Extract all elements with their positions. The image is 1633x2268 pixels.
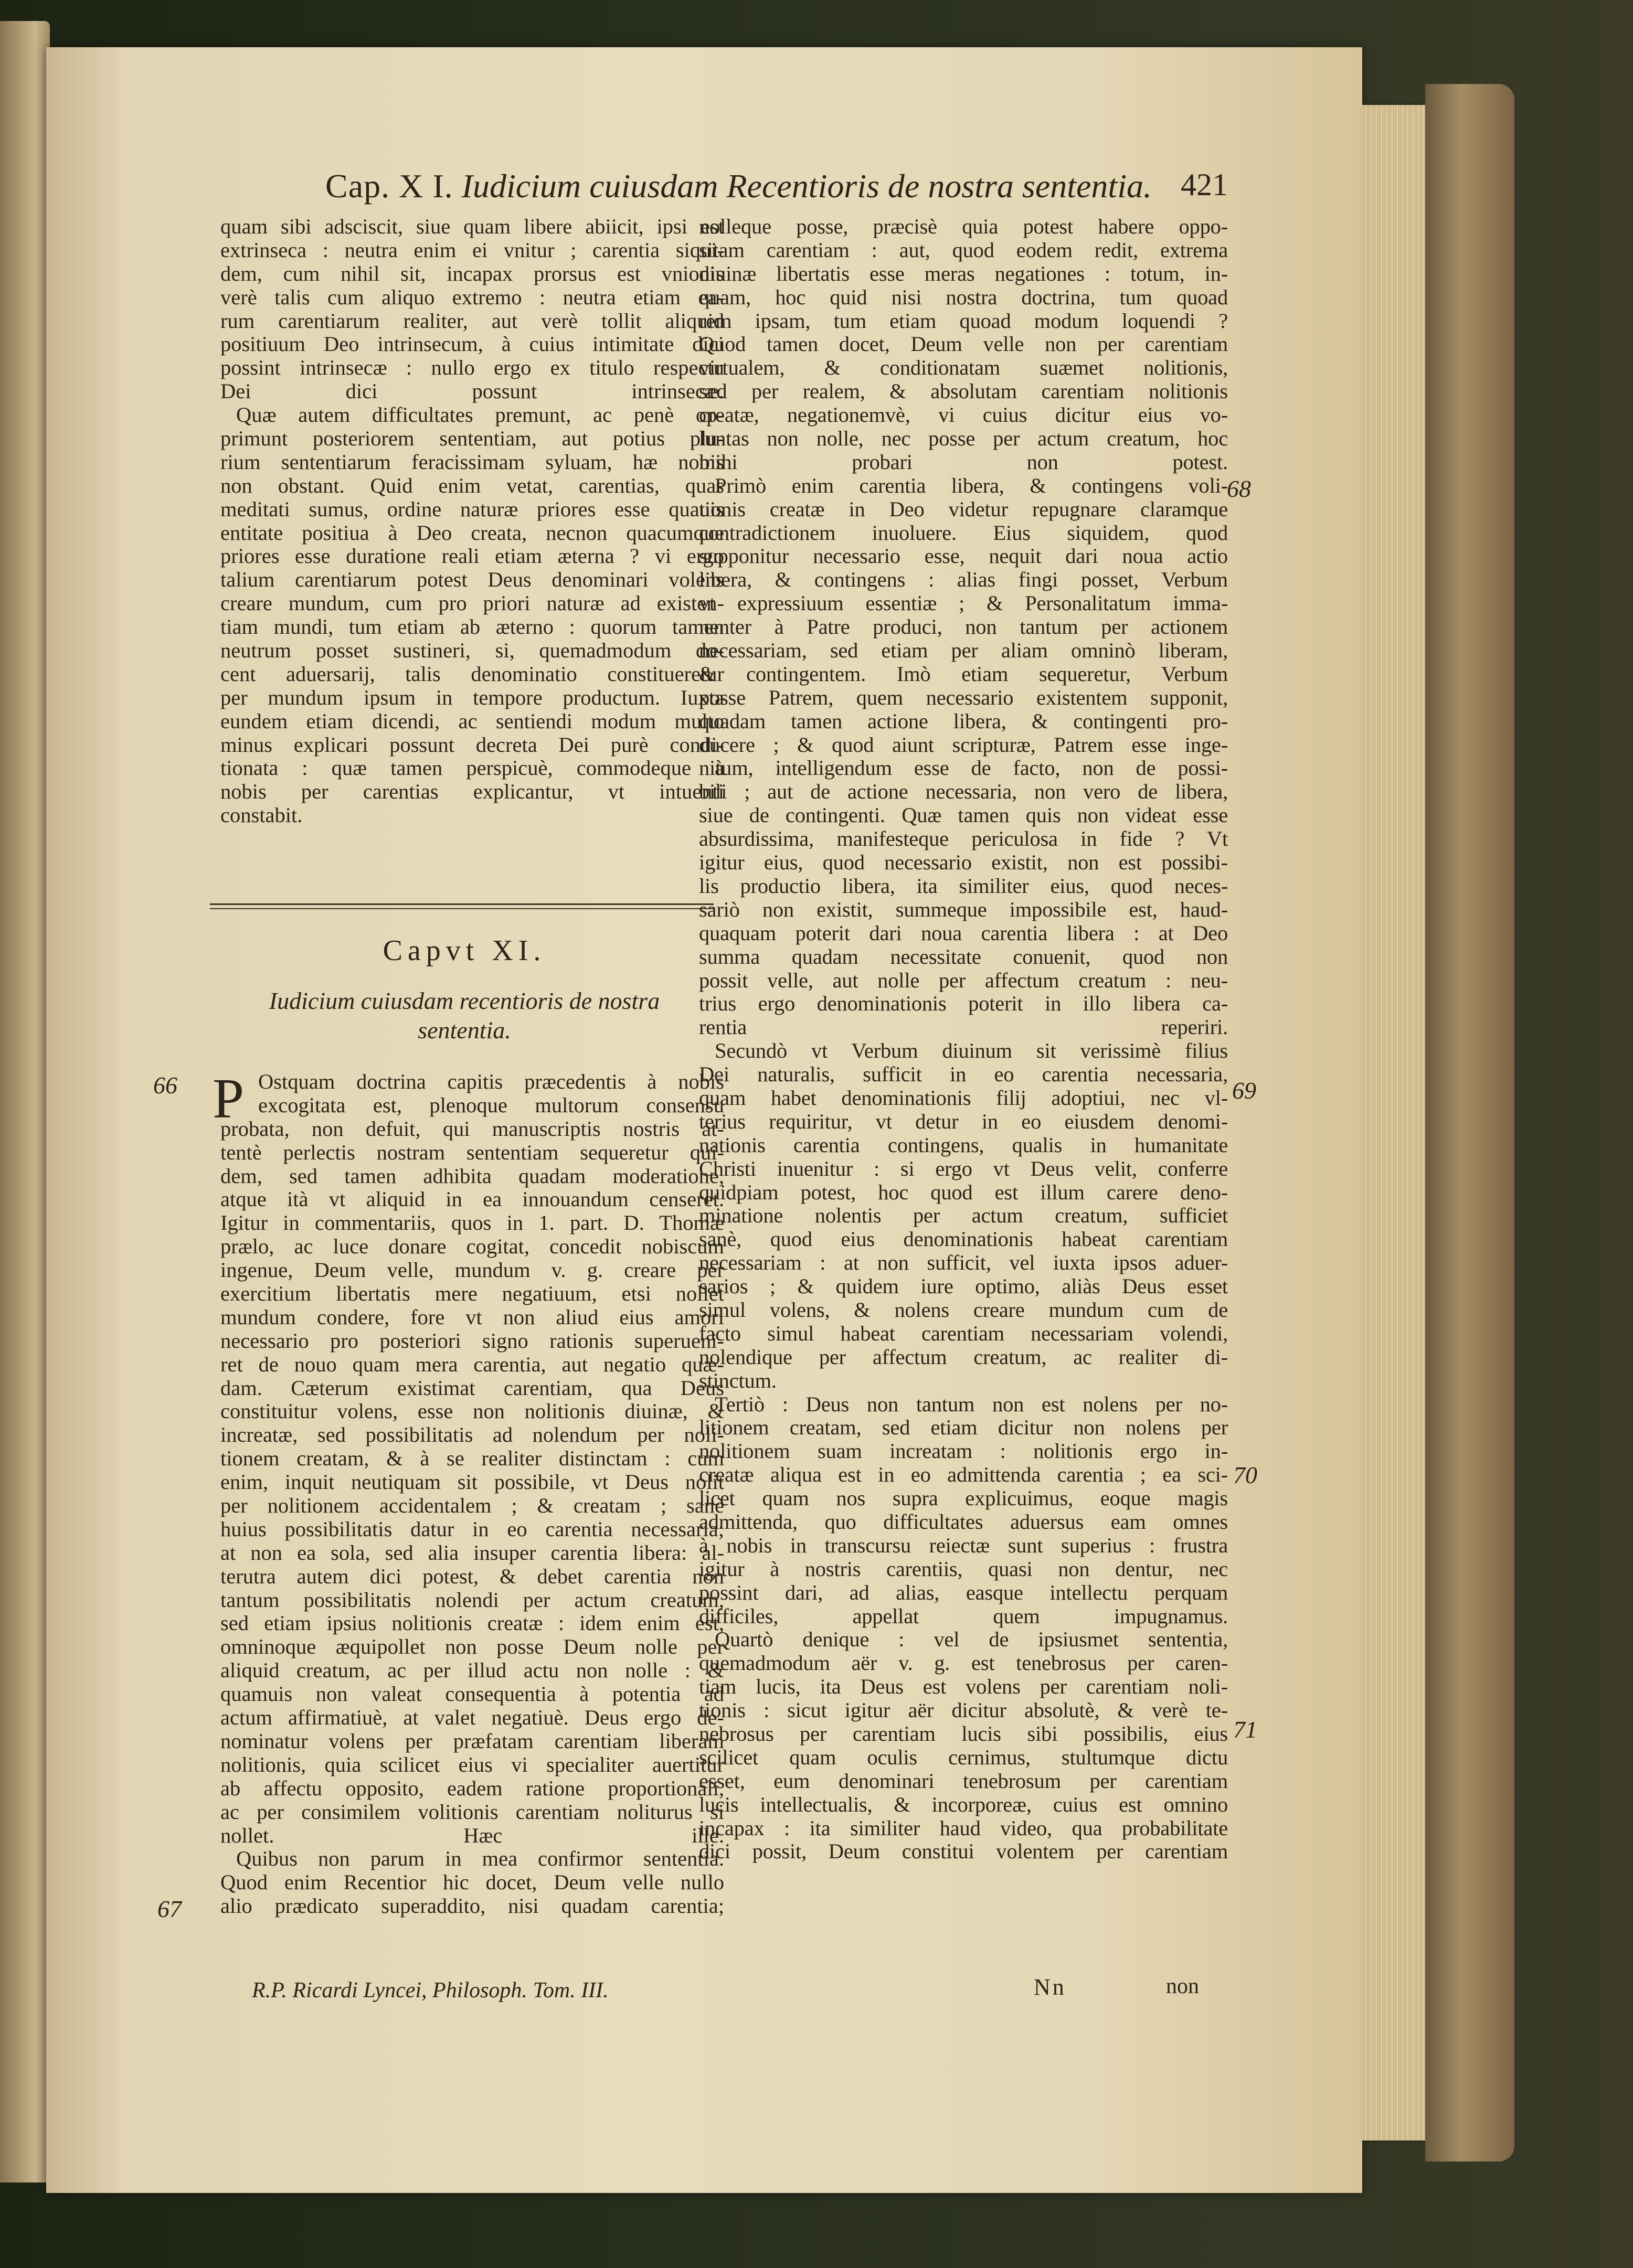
text-line: rum carentiarum realiter, aut verè tollit aliquid — [220, 309, 724, 333]
text-line: à nobis in transcursu reiectæ sunt superius : frustra — [699, 1534, 1228, 1557]
text-line: talium carentiarum potest Deus denominari volens — [220, 568, 724, 592]
signature-line: R.P. Ricardi Lyncei, Philosoph. Tom. III. — [252, 1978, 609, 2003]
text-line: quadam tamen actione libera, & contingenti pro- — [699, 709, 1228, 733]
text-line: quidpiam potest, hoc quod est illum carere deno- — [699, 1180, 1228, 1204]
text-line: Christi inuenitur : si ergo vt Deus velit, conferre — [699, 1157, 1228, 1180]
text-line: actum affirmatiuè, at valet negatiuè. Deus ergo de- — [220, 1706, 724, 1730]
text-line: Quæ autem difficultates premunt, ac penè op- — [236, 403, 724, 427]
text-line: esset, eum denominari tenebrosum per carentiam — [699, 1769, 1228, 1793]
text-line: rem ipsam, tum etiam quoad modum loquendi ? — [699, 309, 1228, 333]
text-line: nolitionem suam increatam : nolitionis ergo in- — [699, 1440, 1228, 1463]
text-line: posse Patrem, quem necessario existentem supponit, — [699, 686, 1228, 709]
header-title: Iudicium cuiusdam Recentioris de nostra sententia. — [461, 167, 1152, 205]
facing-page-edge — [0, 21, 50, 2182]
text-line: tiam lucis, ita Deus est volens per carentiam noli- — [699, 1675, 1228, 1699]
chapter-subtitle — [220, 986, 708, 1045]
text-line: Dei naturalis, sufficit in eo carentia necessaria, — [699, 1063, 1228, 1087]
text-line: luntas non nolle, nec posse per actum creatum, hoc — [699, 427, 1228, 451]
text-line: vt expressiuum essentiæ ; & Personalitatum imma- — [699, 592, 1228, 615]
text-line: per mundum ipsum in tempore productum. Iuxta — [220, 686, 724, 709]
text-line: sariò non existit, summeque impossibile est, haud- — [699, 898, 1228, 921]
text-line: Secundò vt Verbum diuinum sit verissimè filius — [715, 1039, 1228, 1063]
text-line: rentia reperiri. — [699, 1016, 1228, 1039]
text-line: verè talis cum aliquo extremo : neutra etiam ea- — [220, 285, 724, 309]
text-line: scilicet quam oculis cernimus, stultumque dictu — [699, 1745, 1228, 1769]
text-line: primunt posteriorem sententiam, aut potius plu- — [220, 427, 724, 451]
margin-number-71: 71 — [1233, 1716, 1257, 1743]
text-line: minus explicari possunt decreta Dei purè condi- — [220, 733, 724, 757]
text-line: siue de contingenti. Quæ tamen quis non videat esse — [699, 804, 1228, 827]
text-line: virtualem, & conditionatam suæmet nolitionis, — [699, 356, 1228, 380]
text-line: litionem creatam, sed etiam dicitur non nolens per — [699, 1416, 1228, 1440]
text-line: simul volens, & nolens creare mundum cum de — [699, 1298, 1228, 1322]
text-line: lis productio libera, ita similiter eius, quod neces- — [699, 874, 1228, 898]
header-chapter: Cap. X I. — [325, 167, 453, 205]
text-line: rium sententiarum feracissimam syluam, hæ nobis — [220, 450, 724, 474]
text-line: nolleque posse, præcisè quia potest habere oppo- — [699, 215, 1228, 238]
chapter-subtitle-line-2: sententia. — [418, 1017, 511, 1044]
text-line: probata, non defuit, qui manuscriptis nostris at- — [220, 1117, 724, 1141]
text-line: Quod tamen docet, Deum velle non per carentiam — [699, 333, 1228, 356]
text-line: nollet. Hæc ille. — [220, 1824, 724, 1847]
text-line: per nolitionem accidentalem ; & creatam ; sanè — [220, 1494, 724, 1518]
chapter-subtitle-line-1: Iudicium cuiusdam recentioris de nostra — [269, 987, 660, 1014]
text-line: cent aduersarij, talis denominatio constitueretur — [220, 662, 724, 686]
text-line: tentè perlectis nostram sententiam sequeretur qui- — [220, 1141, 724, 1164]
text-line: libera, & contingens : alias fingi posset, Verbum — [699, 568, 1228, 592]
text-line: enim, inquit neutiquam sit possibile, vt Deus nolit — [220, 1471, 724, 1494]
text-line: quamuis non valeat consequentia à potentia ad — [220, 1683, 724, 1706]
text-line: terutra autem dici potest, & debet carentia non — [220, 1564, 724, 1588]
text-line: tionata : quæ tamen perspicuè, commodeque à — [220, 757, 724, 780]
text-line: Igitur in commentariis, quos in 1. part. D. Thomæ — [220, 1211, 724, 1235]
margin-number-70: 70 — [1233, 1462, 1257, 1488]
text-line: sed per realem, & absolutam carentiam nolitionis — [699, 380, 1228, 403]
left-column-top — [220, 215, 724, 827]
margin-number-66: 66 — [153, 1072, 177, 1099]
text-line: quemadmodum aër v. g. est tenebrosus per caren- — [699, 1652, 1228, 1675]
text-line: omninoque æquipollet non posse Deum nolle per — [220, 1635, 724, 1659]
text-line: neutrum posset sustineri, si, quemadmodum do- — [220, 639, 724, 663]
text-line: ab affectu opposito, eadem ratione proportionali, — [220, 1776, 724, 1800]
text-line: mihi probari non potest. — [699, 450, 1228, 474]
text-line: mundum condere, fore vt non aliud eius amori — [220, 1305, 724, 1329]
text-line: necessario pro posteriori signo rationis superueni- — [220, 1329, 724, 1353]
text-line: trius ergo denominationis poterit in illo libera ca- — [699, 992, 1228, 1016]
text-line: absurdissima, manifesteque periculosa in fide ? Vt — [699, 827, 1228, 851]
text-line: nitum, intelligendum esse de facto, non de possi- — [699, 757, 1228, 780]
text-line: necessariam, sed etiam per aliam omninò liberam, — [699, 639, 1228, 663]
text-line: Dei dici possunt intrinsecæ. — [220, 380, 724, 403]
text-line: prælo, ac luce donare cogitat, concedit nobiscum — [220, 1235, 724, 1259]
text-line: ac per consimilem volitionis carentiam noliturus si — [220, 1800, 724, 1824]
page-edges — [1362, 105, 1425, 2141]
text-line: ret de nouo quam mera carentia, aut negatio quæ- — [220, 1353, 724, 1376]
gathering-mark: Nn — [1034, 1974, 1066, 2000]
chapter-title: Capvt XI. — [383, 934, 546, 967]
text-line: tionis : sicut igitur aër dicitur absolutè, & verè te- — [699, 1699, 1228, 1722]
drop-cap: P — [213, 1068, 245, 1130]
text-line: Tertiò : Deus non tantum non est nolens per no- — [715, 1392, 1228, 1416]
margin-number-69: 69 — [1232, 1077, 1256, 1104]
text-line: minatione nolentis per actum creatum, sufficiet — [699, 1204, 1228, 1228]
text-line: Quartò denique : vel de ipsiusmet sententia, — [715, 1628, 1228, 1652]
text-line: admittenda, quo difficultates aduersus eam omnes — [699, 1510, 1228, 1534]
text-line: dem, sed tamen adhibita quadam moderatione, — [220, 1164, 724, 1188]
text-line: nominatur volens per præfatam carentiam liberam — [220, 1729, 724, 1753]
text-line: possit velle, aut nolle per affectum creatum : neu- — [699, 968, 1228, 992]
text-line: contradictionem inuoluere. Eius siquidem, quod — [699, 521, 1228, 545]
text-line: necessariam : at non sufficit, vel iuxta ipsos aduer- — [699, 1251, 1228, 1275]
text-line: incapax : ita similiter haud video, qua probabilitate — [699, 1816, 1228, 1840]
text-line: positiuum Deo intrinsecum, à cuius intimitate dici — [220, 333, 724, 356]
book-binding — [1425, 84, 1514, 2161]
text-line: nenter à Patre produci, non tantum per actionem — [699, 615, 1228, 639]
text-line: dici possit, Deum constitui volentem per carentiam — [699, 1840, 1228, 1864]
text-line: tionem creatam, & à se realiter distinctam : cum — [220, 1447, 724, 1471]
page-number: 421 — [1181, 167, 1228, 202]
text-line: sanè, quod eius denominationis habeat carentiam — [699, 1228, 1228, 1251]
text-line: non obstant. Quid enim vetat, carentias, quas — [220, 474, 724, 497]
text-line: tionis creatæ in Deo videtur repugnare claramque — [699, 497, 1228, 521]
text-line: Primò enim carentia libera, & contingens voli- — [715, 474, 1228, 497]
text-line: quaquam poterit dari noua carentia libera : at Deo — [699, 921, 1228, 945]
text-line: excogitata est, plenoque multorum consensu — [258, 1093, 724, 1117]
text-line: ducere ; & quod aiunt scripturæ, Patrem esse inge- — [699, 733, 1228, 757]
text-line: eundem etiam dicendi, ac sentiendi modum multo — [220, 709, 724, 733]
text-line: summa quadam necessitate conuenit, quod non — [699, 945, 1228, 968]
text-line: igitur eius, quod necessario existit, non est possibi- — [699, 851, 1228, 875]
text-line: diuinæ libertatis esse meras negationes : totum, in- — [699, 262, 1228, 285]
text-line: supponitur necessario esse, nequit dari noua actio — [699, 545, 1228, 568]
text-line: alio prædicato superaddito, nisi quadam carentia; — [220, 1894, 724, 1918]
text-line: nolendique per affectum creatum, ac realiter di- — [699, 1345, 1228, 1369]
text-line: nolitionis, quia scilicet eius vi specialiter auertitur — [220, 1753, 724, 1776]
text-line: ingenue, Deum velle, mundum v. g. creare per — [220, 1259, 724, 1282]
right-column — [699, 215, 1228, 1864]
text-line: stinctum. — [699, 1369, 777, 1392]
text-line: quam habet denominationis filij adoptiui, nec vl- — [699, 1086, 1228, 1110]
text-line: sed etiam ipsius nolitionis creatæ : idem enim est, — [220, 1612, 724, 1635]
catchword: non — [1166, 1974, 1199, 1998]
text-line: constabit. — [220, 804, 303, 827]
text-line: sitam carentiam : aut, quod eodem redit, extrema — [699, 238, 1228, 262]
margin-number-68: 68 — [1227, 475, 1251, 502]
text-line: dem, cum nihil sit, incapax prorsus est vnionis — [220, 262, 724, 285]
text-line: priores esse duratione reali etiam æterna ? vi ergo — [220, 545, 724, 568]
left-column-bottom — [220, 1070, 724, 1918]
text-line: tiam mundi, tum etiam ab æterno : quorum tamen — [220, 615, 724, 639]
margin-number-67: 67 — [157, 1896, 182, 1922]
text-line: Quibus non parum in mea confirmor sententia. — [236, 1847, 724, 1871]
text-line: possint intrinsecæ : nullo ergo ex titulo respectu — [220, 356, 724, 380]
text-line: aliquid creatum, ac per illud actu non nolle : & — [220, 1659, 724, 1683]
text-line: Ostquam doctrina capitis præcedentis à nobis — [258, 1070, 724, 1093]
text-line: nebrosus per carentiam lucis sibi possibilis, eius — [699, 1722, 1228, 1745]
text-line: at non ea sola, sed alia insuper carentia libera: al- — [220, 1541, 724, 1564]
text-line: exercitium libertatis mere negatiuum, etsi nollet — [220, 1282, 724, 1306]
text-line: licet quam nos supra explicuimus, eoque magis — [699, 1487, 1228, 1510]
chapter-rule — [210, 903, 714, 909]
text-line: quam sibi adsciscit, siue quam libere abiicit, ipsi est — [220, 215, 724, 238]
text-line: extrinseca : neutra enim ei vnitur ; carentia siqui- — [220, 238, 724, 262]
text-line: quam, hoc quid nisi nostra doctrina, tum quoad — [699, 285, 1228, 309]
text-line: constituitur volens, esse non nolitionis diuinæ, & — [220, 1400, 724, 1423]
text-line: dam. Cæterum existimat carentiam, qua Deus — [220, 1376, 724, 1400]
text-line: Quod enim Recentior hic docet, Deum velle nullo — [220, 1871, 724, 1894]
text-line: lucis intellectualis, & incorporeæ, cuius est omnino — [699, 1793, 1228, 1816]
text-line: entitate positiua à Deo creata, necnon quacumque — [220, 521, 724, 545]
text-line: & contingentem. Imò etiam sequeretur, Verbum — [699, 662, 1228, 686]
text-line: sarios ; & quidem iure optimo, aliàs Deus esset — [699, 1275, 1228, 1298]
text-line: atque ità vt aliquid in ea innouandum censeret. — [220, 1188, 724, 1211]
text-line: creare mundum, cum pro priori naturæ ad existen- — [220, 592, 724, 615]
text-line: huius possibilitatis datur in eo carentia necessaria; — [220, 1517, 724, 1541]
text-line: terius requiritur, vt detur in eo eiusdem denomi- — [699, 1110, 1228, 1133]
text-line: nobis per carentias explicantur, vt intuenti — [220, 780, 724, 804]
text-line: creatæ, negationemvè, vi cuius dicitur eius vo- — [699, 403, 1228, 427]
text-line: creatæ aliqua est in eo admittenda carentia ; ea sci- — [699, 1463, 1228, 1487]
text-line: possint dari, ad alias, easque intellectu perquam — [699, 1581, 1228, 1604]
text-line: increatæ, sed possibilitatis ad nolendum per noli- — [220, 1423, 724, 1447]
text-line: difficiles, appellat quem impugnamus. — [699, 1604, 1228, 1628]
text-line: igitur à nostris carentiis, quasi non dentur, nec — [699, 1557, 1228, 1581]
text-line: facto simul habeat carentiam necessariam volendi, — [699, 1322, 1228, 1345]
text-line: bili ; aut de actione necessaria, non vero de libera, — [699, 780, 1228, 804]
text-line: nationis carentia contingens, qualis in humanitate — [699, 1133, 1228, 1157]
text-line: tantum possibilitatis nolendi per actum creatum, — [220, 1588, 724, 1612]
text-line: meditati sumus, ordine naturæ priores esse quauis — [220, 497, 724, 521]
